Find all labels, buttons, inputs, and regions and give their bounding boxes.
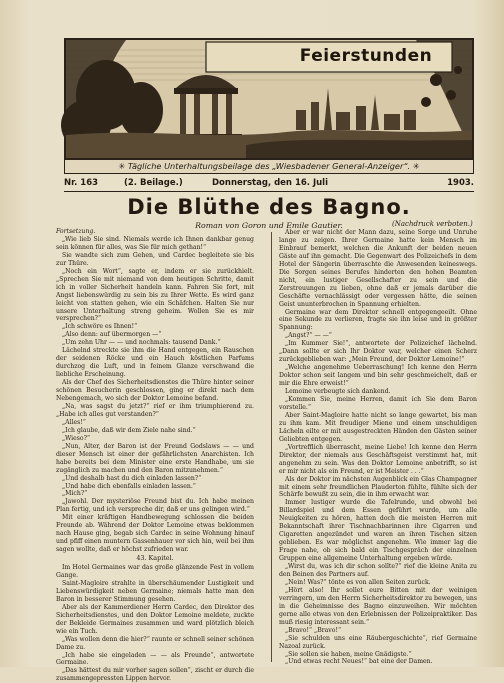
rule-top bbox=[64, 191, 474, 192]
paragraph: „Mich?“ bbox=[62, 490, 88, 498]
paragraph: „Na, was sagst du jetzt?“ rief er ihm triumphierend zu. „Habe ich alles gut verstanden?“ bbox=[56, 402, 254, 418]
paragraph: Lächelnd streckte sie ihm die Hand entgegen, ein Rauschen der seidenen Röcke und ein Hauch köstlichen Parfums durchzog die Luft, und in feinem Glanze verschwand die liebliche Erscheinung. bbox=[56, 347, 254, 379]
paragraph: Lemoine verbeugte sich dankend. bbox=[285, 388, 391, 396]
reprint-note: (Nachdruck verboten.) bbox=[392, 220, 473, 228]
paragraph: „Und etwas recht Neues!“ bat eine der Damen. bbox=[285, 658, 433, 666]
paragraph: „Ich schwöre es Ihnen!“ bbox=[62, 323, 138, 331]
column-divider bbox=[271, 232, 272, 662]
paragraph: Als der Doktor im nächsten Augenblick ein Glas Champagner mit einem sehr freundlichen Plauderton fühlte, fühlte sich der Schärfe bewußt zu sein, die in ihm erwacht war. bbox=[279, 475, 477, 499]
issue-year: 1903. bbox=[447, 178, 474, 188]
paragraph: Sie wandte sich zum Gehen, und Cardec begleitete sie bis zur Thüre. bbox=[56, 251, 254, 267]
paragraph: Aber Saint-Magloire hatte nicht so lange gewartet, bis man zu ihm kam. Mit freudiger Miene und einem unschuldigen Lächeln eilte er mit ausgestreckten Händen den Gästen seiner Geliebten entgegen. bbox=[279, 411, 477, 443]
article-title: Die Blüthe des Bagno. bbox=[127, 195, 411, 219]
paragraph: „Wie lieb Sie sind. Niemals werde ich Ihnen dankbar genug sein können für alles, was Sie für mich gethan!“ bbox=[56, 235, 254, 251]
paragraph: „Kommen Sie, meine Herren, damit ich Sie dem Baron vorstelle.“ bbox=[279, 396, 477, 411]
paragraph: „Im Kummer Sie!“, antwortete der Polizeichef lächelnd. „Dann sollte er sich Ihr Doktor war, welcher einen Scherz zurückgeblieben war: „Mein Freund, der Doktor Lemoine!“ bbox=[279, 340, 477, 364]
paragraph: „Sie schulden uns eine Räubergeschichte“, rief Germaine Nazoal zurück. bbox=[279, 634, 477, 650]
supplement-label: (2. Beilage.) bbox=[124, 178, 183, 188]
chapter-heading: 43. Kapitel. bbox=[136, 554, 174, 563]
paragraph: „Was wollen denn die hier?“ raunte er schnell seiner schönen Dame zu. bbox=[56, 635, 254, 651]
paragraph: „Welche angenehme Ueberraschung! Ich kenne den Herrn Doktor schon seit langem und bin sehr geschmeichelt, daß er mir die Ehre erweist!“ bbox=[279, 364, 477, 388]
paragraph: Saint-Magloire strahlte in überschäumender Lustigkeit und Liebenswürdigkeit neben Germaine; niemals hatte man den Baron in besserer Stimmung gesehen. bbox=[56, 579, 254, 603]
masthead bbox=[64, 38, 474, 160]
masthead-subtitle: ✳ Tägliche Unterhaltungsbeilage des „Wiesbadener General-Anzeiger“. ✳ bbox=[64, 160, 474, 174]
issue-date: Donnerstag, den 16. Juli bbox=[212, 178, 329, 188]
paragraph: „Um zehn Uhr — — und nochmals: tausend Dank.“ bbox=[62, 339, 221, 347]
paragraph: Germaine war dem Direktor schnell entgegengeeilt. Ohne eine Sekunde zu verlieren, fragte sie ihn leise und in größter Spannung: bbox=[279, 308, 477, 332]
paragraph: „Das hättest du mir vorher sagen sollen“, zischt er durch die zusammengepressten Lippen hervor. bbox=[56, 667, 254, 683]
article-byline: Roman von Goron und Emile Gautier. bbox=[195, 221, 343, 230]
paragraph: „Sie sollen sie haben, meine Gnädigste.“ bbox=[285, 650, 412, 658]
paragraph: „Nun, Alter, der Baron ist der Freund Godslaws — — und dieser Mensch ist einer der gefährlichsten Anarchisten. Ich habe bereits bei dem Minister eine erste Handhabe, um sie zugänglich zu machen und den Baron mitzunehmen.“ bbox=[56, 442, 254, 474]
masthead-title: Feierstunden bbox=[299, 46, 433, 66]
paragraph: Aber er war nicht der Mann dazu, seine Sorge und Unruhe lange zu zeigen. Ihrer Germaine hatte kein Mensch im Einbrauf bemerkt, welchen die Ankunft der beiden neuen Gäste auf ihn gemacht. Die Gegenwart des Polizeichefs in dem Hotel der Sängerin überraschte die Anwesenden keineswegs. Die Sorgen seines Berufes hinderten den hohen Beamten nicht, ein lustiger Gesellschafter zu sein und die Zerstreuungen zu lieben, ohne daß er jemals darüber die Geschäfte vernachlässigt oder vergessen hätte, die seinen Geist ununterbrochen in Spannung erhielten. bbox=[279, 229, 477, 308]
paragraph: Fortsetzung. bbox=[56, 228, 96, 235]
paragraph: „Wirst du, was ich dir schon sollte?“ rief die kleine Anita zu den Beinen des Partners auf. bbox=[279, 563, 477, 578]
paragraph: „Wieso?“ bbox=[62, 434, 91, 442]
issue-line bbox=[64, 178, 474, 190]
paragraph: „Alles!“ bbox=[62, 418, 86, 426]
issue-number: Nr. 163 bbox=[64, 178, 99, 188]
paragraph: „Vortrefflich überrascht, meine Liebe! Ich kenne den Herrn Direktor, der niemals aus Geschäftsgeist verstimmt hat, mit angenehm zu sein. Was den Doktor Lemoine anbetrifft, so ist er mir nicht als ein Freund, er ist Meister . . .“ bbox=[279, 443, 477, 475]
paragraph: „Jawohl. Der mysteriöse Freund bist du. Ich habe meinen Plan fertig, und ich verspreche dir, daß er uns gelingen wird.“ bbox=[56, 498, 254, 514]
column-right bbox=[279, 229, 477, 666]
paragraph: Aber als der Kammerdiener Herrn Cardec, den Direktor des Sicherheitsdienstes, und den Doktor Lemoine meldete, zuckte der Bekleide Germaines zusammen und ward plötzlich bleich wie ein Tuch. bbox=[56, 603, 254, 635]
paragraph: „Hört also! Ihr sollet eure Bitten mit der weinigen verringern, um den Herrn Sicherheitsdirektor zu bewegen, uns in die Geheimnisse des Bagno einzuweihen. Wir möchten gerne alle etwas von den Erlebnissen der Polizeipraktiker. Das muß riesig interessant sein.“ bbox=[279, 586, 477, 626]
paragraph: Im Hotel Germaines war das große glänzende Fest in vollem Gange. bbox=[56, 564, 254, 579]
paragraph: Mit einer kräftigen Handbewegung schlossen die beiden Freunde ab. Während der Doktor Lemoine etwas beklommen nach Hause ging, begab sich Cardec in seine Wohnung hinauf und pfiff einen muntern Gassenhauer vor sich hin, weil bei ihm sagen wollte, daß er höchst zufrieden war. bbox=[56, 514, 254, 554]
paragraph: Immer lustiger wurde die Tafelrunde, und obwohl bei Billardspiel und dem Essen geführt wurde, um alle Neuigkeiten zu hören, hatten doch die meisten Herren mit Bekanntschaft ihrer Tischnachbarinnen ihre Cigarren und Cigaretten angezündet und waren an ihren Tischen sitzen geblieben. Es war möglichst angenehm. Wie immer lag die Frage nahe, ob sich bald ein Tischgespräch der einzelnen Gruppen eine allgemeine Unterhaltung ergeben würde. bbox=[279, 499, 477, 563]
paragraph: „Angst?“ — —“ bbox=[285, 332, 332, 340]
paragraph: „Also denn: auf übermorgen —“ bbox=[62, 331, 162, 339]
paragraph: „Nein! Was?“ tönte es von allen Seiten zurück. bbox=[285, 578, 431, 586]
paragraph: „Ich glaube, daß wir dem Ziele nahe sind.“ bbox=[62, 426, 196, 434]
paragraph: „Ich habe sie eingeladen — — als Freunde“, antwortete Germaine. bbox=[56, 651, 254, 667]
paragraph: „Und deshalb hast du dich einladen lassen?“ bbox=[62, 474, 202, 482]
paragraph: „Und habe dich ebenfalls einladen lassen.“ bbox=[62, 482, 196, 490]
paragraph: „Noch ein Wort“, sagte er, indem er sie zurückhielt. „Sprechen Sie mit niemand von dem heutigen Schritte, damit ich in voller Sicherheit handeln kann. Fahren Sie fort, mit Angst liebenswürdig zu sein bis zu Ihrer Wette. Es wird ganz leicht von statten gehen, wie ein Schäfchen. Halten Sie nur unsere Unterhaltung streng geheim. Wollen Sie es mir versprechen?“ bbox=[56, 267, 254, 323]
paragraph: „Bravo!“ „Bravo!“ bbox=[285, 626, 342, 634]
column-left bbox=[56, 228, 254, 683]
paragraph: Als der Chef des Sicherheitsdienstes die Thüre hinter seiner schönen Besucherin geschlossen, ging er direkt nach dem Nebengemach, wo sich der Doktor Lemoine befand. bbox=[56, 379, 254, 403]
